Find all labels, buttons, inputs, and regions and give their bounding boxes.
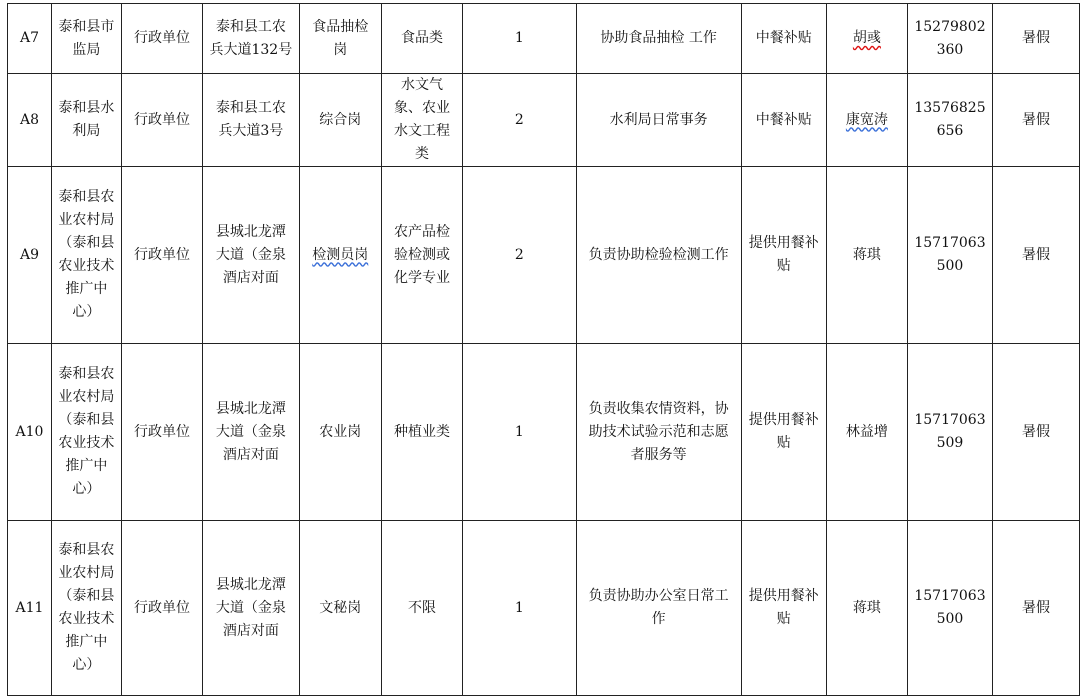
period-cell: 暑假	[992, 167, 1079, 344]
address-cell: 泰和县工农兵大道3号	[203, 74, 300, 167]
unit-cell: 泰和县农业农村局（泰和县农业技术推广中心）	[51, 167, 121, 344]
benefit-cell: 中餐补贴	[741, 74, 826, 167]
duty-cell: 协助食品抽检 工作	[576, 4, 741, 74]
row-code: A11	[8, 521, 52, 696]
contact-cell: 蒋琪	[826, 167, 907, 344]
contact-cell: 蒋琪	[826, 521, 907, 696]
post-cell: 文秘岗	[299, 521, 381, 696]
unit-cell: 泰和县水利局	[51, 74, 121, 167]
period-cell: 暑假	[992, 344, 1079, 521]
row-code: A10	[8, 344, 52, 521]
duty-cell: 负责收集农情资料，协助技术试验示范和志愿者服务等	[576, 344, 741, 521]
contact-name: 康宽涛	[845, 111, 888, 128]
unit-type-cell: 行政单位	[121, 167, 202, 344]
major-cell: 食品类	[381, 4, 462, 74]
table-row	[8, 167, 1080, 344]
phone-cell: 15717063500	[908, 521, 993, 696]
address-cell: 县城北龙潭大道（金泉酒店对面	[203, 344, 300, 521]
major-cell: 不限	[381, 521, 462, 696]
period-cell: 暑假	[992, 4, 1079, 74]
address-cell: 县城北龙潭大道（金泉酒店对面	[203, 167, 300, 344]
unit-cell: 泰和县农业农村局（泰和县农业技术推广中心）	[51, 521, 121, 696]
count-cell: 1	[463, 4, 576, 74]
count-cell: 1	[463, 344, 576, 521]
contact-cell	[826, 4, 907, 74]
row-code: A8	[8, 74, 52, 167]
period-cell: 暑假	[992, 74, 1079, 167]
address-cell: 泰和县工农兵大道132号	[203, 4, 300, 74]
major-cell: 种植业类	[381, 344, 462, 521]
phone-cell: 15717063500	[908, 167, 993, 344]
phone-cell: 13576825656	[908, 74, 993, 167]
post-cell	[299, 167, 381, 344]
post-cell: 食品抽检岗	[299, 4, 381, 74]
contact-name: 胡彧	[852, 30, 881, 46]
count-cell: 2	[463, 74, 576, 167]
row-code: A7	[8, 4, 52, 74]
table-row	[8, 521, 1080, 696]
unit-cell: 泰和县农业农村局（泰和县农业技术推广中心）	[51, 344, 121, 521]
internship-table	[7, 3, 1080, 696]
table-row	[8, 74, 1080, 167]
contact-cell: 林益增	[826, 344, 907, 521]
table-row	[8, 4, 1080, 74]
benefit-cell: 提供用餐补贴	[741, 344, 826, 521]
count-cell: 2	[463, 167, 576, 344]
unit-type-cell: 行政单位	[121, 74, 202, 167]
benefit-cell: 提供用餐补贴	[741, 167, 826, 344]
unit-type-cell: 行政单位	[121, 344, 202, 521]
period-cell: 暑假	[992, 521, 1079, 696]
phone-cell: 15279802360	[908, 4, 993, 74]
post-name: 检测员岗	[312, 246, 369, 263]
phone-cell: 15717063509	[908, 344, 993, 521]
post-cell: 农业岗	[299, 344, 381, 521]
benefit-cell: 提供用餐补贴	[741, 521, 826, 696]
major-cell: 农产品检验检测或化学专业	[381, 167, 462, 344]
table-row	[8, 344, 1080, 521]
row-code: A9	[8, 167, 52, 344]
post-cell: 综合岗	[299, 74, 381, 167]
duty-cell: 负责协助检验检测工作	[576, 167, 741, 344]
duty-cell: 负责协助办公室日常工作	[576, 521, 741, 696]
unit-type-cell: 行政单位	[121, 4, 202, 74]
unit-cell: 泰和县市监局	[51, 4, 121, 74]
duty-cell: 水利局日常事务	[576, 74, 741, 167]
contact-cell	[826, 74, 907, 167]
benefit-cell: 中餐补贴	[741, 4, 826, 74]
unit-type-cell: 行政单位	[121, 521, 202, 696]
major-cell: 水文气象、农业水文工程类	[381, 74, 462, 167]
count-cell: 1	[463, 521, 576, 696]
address-cell: 县城北龙潭大道（金泉酒店对面	[203, 521, 300, 696]
